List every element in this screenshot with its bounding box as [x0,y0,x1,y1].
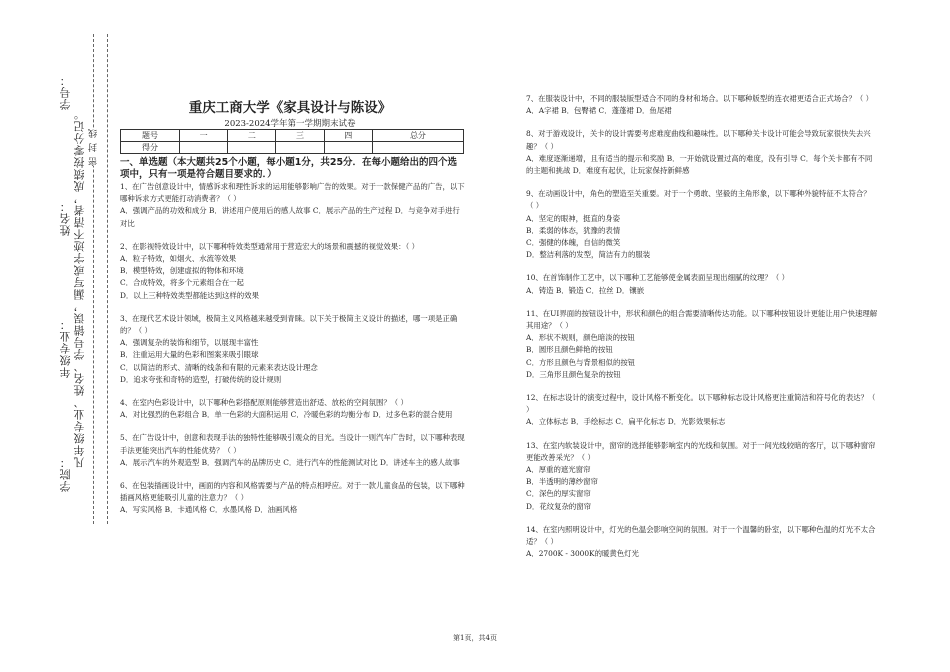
question-option: B．圆形且颜色鲜艳的按钮 [526,345,613,355]
question-option: D．以上三种特效类型都能达到这样的效果 [120,290,259,300]
question-option: D．三角形且颜色复杂的按钮 [526,369,621,379]
question-stem: 3、在现代艺术设计领域，极简主义风格越来越受到青睐。以下关于极简主义设计的描述，哪一项是正确的？（ ） [120,313,458,336]
question-item [526,272,878,296]
binding-line-outer [93,34,94,524]
score-input-cell[interactable] [228,142,276,154]
question-option: C．方形且颜色与背景相似的按钮 [526,357,636,367]
score-cell: 一 [180,130,228,142]
question-stem: 14、在室内照明设计中，灯光的色温会影响空间的氛围。对于一个温馨的卧室，以下哪种色温的灯光不太合适？（ ） [526,524,876,547]
seal-line-label: 密 封 线 [89,128,99,166]
question-item [526,308,878,381]
question-option: D．追求夸张和奇特的造型，打破传统的设计规则 [120,374,282,384]
questions-right-column [526,93,878,572]
question-item [526,440,878,513]
question-option: A．厚重的遮光窗帘 [526,465,591,475]
question-option: C．合成特效，将多个元素组合在一起 [120,278,244,288]
question-option: A．粒子特效，如烟火、水流等效果 [120,254,237,264]
question-item [120,432,466,469]
question-item [120,313,466,386]
question-option: A．难度逐渐递增，且有适当的提示和奖励 B．一开始就设置过高的难度，没有引导 C．每个关卡都有不同的主题和挑战 D．难度有起伏，让玩家保持新鲜感 [526,153,873,176]
question-stem: 10、在首饰制作工艺中，以下哪种工艺能够使金属表面呈现出细腻的纹理？（ ） [526,273,790,283]
binding-notice: 凡年级专业、姓名、学号错误，漏写或字迹不清者，成绩按零分记。 [73,108,86,468]
score-table-score-row [121,142,464,154]
name-label: 姓名： [59,200,72,236]
page-footer: 第1页，共4页 [453,634,497,642]
question-item [120,480,466,517]
question-option: A．强调复杂的装饰和细节，以展现丰富性 [120,338,259,348]
question-stem: 4、在室内色彩设计中，以下哪种色彩搭配原则能够营造出舒适、放松的空间氛围？（ ） [120,398,408,408]
question-stem: 9、在动画设计中，角色的塑造至关重要。对于一个勇敢、坚毅的主角形象，以下哪种外貌特征不太符合？（ ） [526,189,871,211]
score-cell: 四 [324,130,372,142]
score-cell: 总分 [372,130,463,142]
score-cell: 题号 [121,130,180,142]
section-heading: 一、单选题（本大题共25个小题，每小题1分，共25分．在每小题给出的四个选项中，只有一项是符合题目要求的．） [120,157,458,180]
question-option: C．强健的体魄，自信的微笑 [526,238,621,248]
grade-major-label: 年级专业： [59,318,72,378]
question-option: B．注重运用大量的色彩和图案来吸引眼球 [120,350,259,360]
question-option: A．对比强烈的色彩组合 B．单一色彩的大面积运用 C．冷暖色彩的均衡分布 D．过多色彩的混合使用 [120,410,453,420]
question-option: A．A字裙 B．包臀裙 C．蓬蓬裙 D．鱼尾裙 [526,106,672,116]
score-input-cell[interactable] [180,142,228,154]
college-label: 学院： [59,456,72,492]
score-cell: 二 [228,130,276,142]
question-stem: 5、在广告设计中，创意和表现手法的独特性能够吸引观众的目光。当设计一则汽车广告时，以下哪种表现手法更能突出汽车的性能优势？（ ） [120,433,465,455]
exam-subtitle: 2023-2024学年第一学期期末试卷 [224,119,356,129]
question-option: A．铸造 B．锻造 C．拉丝 D．镶嵌 [526,285,645,295]
score-cell: 三 [276,130,324,142]
score-input-cell[interactable] [372,142,463,154]
question-item [120,397,466,421]
question-stem: 7、在服装设计中，不同的服装版型适合不同的身材和场合。以下哪种版型的连衣裙更适合正式场合？（ ） [526,94,874,103]
questions-left-column [120,181,466,528]
question-item [526,188,878,261]
exam-title: 重庆工商大学《家具设计与陈设》 [188,100,392,116]
question-item [526,524,878,561]
question-option: C．深色的厚实窗帘 [526,489,591,499]
student-no-label: 学号： [59,74,72,110]
question-option: D．花纹复杂的窗帘 [526,501,592,511]
question-option: A．立体标志 B．手绘标志 C．扁平化标志 D．光影效果标志 [526,417,726,427]
question-stem: 13、在室内软装设计中，窗帘的选择能够影响室内的光线和氛围。对于一间光线较暗的客厅，以下哪种窗帘更能改善采光？（ ） [526,440,876,462]
score-input-cell[interactable] [324,142,372,154]
question-item [526,93,878,117]
binding-line-inner [107,34,108,524]
question-option: A．写实风格 B．卡通风格 C．水墨风格 D．油画风格 [120,505,298,515]
question-stem: 11、在UI界面的按钮设计中，形状和颜色的组合需要清晰传达功能。以下哪种按钮设计更能让用户快速理解其用途？（ ） [526,308,878,331]
score-input-cell[interactable] [276,142,324,154]
question-item [120,241,466,302]
question-option: A．坚定的眼神，挺直的身姿 [526,213,621,223]
question-stem: 8、对于游戏设计，关卡的设计需要考虑难度曲线和趣味性。以下哪种关卡设计可能会导致玩家很快失去兴趣？（ ） [526,129,871,151]
score-cell: 得分 [121,142,180,154]
question-stem: 6、在包装插画设计中，画面的内容和风格需要与产品的特点相呼应。对于一款儿童食品的包装，以下哪种插画风格更能吸引儿童的注意力？（ ） [120,481,465,503]
question-option: B．半透明的薄纱窗帘 [526,477,598,487]
question-option: A．2700K - 3000K的暖黄色灯光 [526,549,639,559]
question-option: A．形状不规则，颜色暗淡的按钮 [526,333,635,343]
question-option: C．以简洁的形式、清晰的线条和有限的元素来表达设计理念 [120,362,318,372]
question-option: A．强调产品的功效和成分 B．讲述用户使用后的感人故事 C．展示产品的生产过程 D．与竞争对手进行对比 [120,206,460,228]
question-item [526,392,878,429]
question-stem: 1、在广告创意设计中，情感诉求和理性诉求的运用能够影响广告的效果。对于一款保健产品的广告，以下哪种诉求方式更能打动消费者？（ ） [120,182,465,204]
question-stem: 2、在影视特效设计中，以下哪种特效类型通常用于营造宏大的场景和震撼的视觉效果：（ ） [120,241,419,251]
question-item [120,181,466,230]
question-stem: 12、在标志设计的演变过程中，设计风格不断变化。以下哪种标志设计风格更注重简洁和符号化的表达？（ ） [526,393,876,415]
score-table-header-row [121,130,464,142]
question-option: D．整洁利落的发型，简洁有力的服装 [526,250,651,260]
question-option: A．展示汽车的外观造型 B．强调汽车的品牌历史 C．进行汽车的性能测试对比 D．讲述车主的感人故事 [120,457,460,467]
question-option: B．模型特效，创建虚拟的物体和环境 [120,266,244,276]
question-item [526,128,878,177]
score-table [120,129,464,154]
question-option: B．柔弱的体态，犹豫的表情 [526,225,621,235]
